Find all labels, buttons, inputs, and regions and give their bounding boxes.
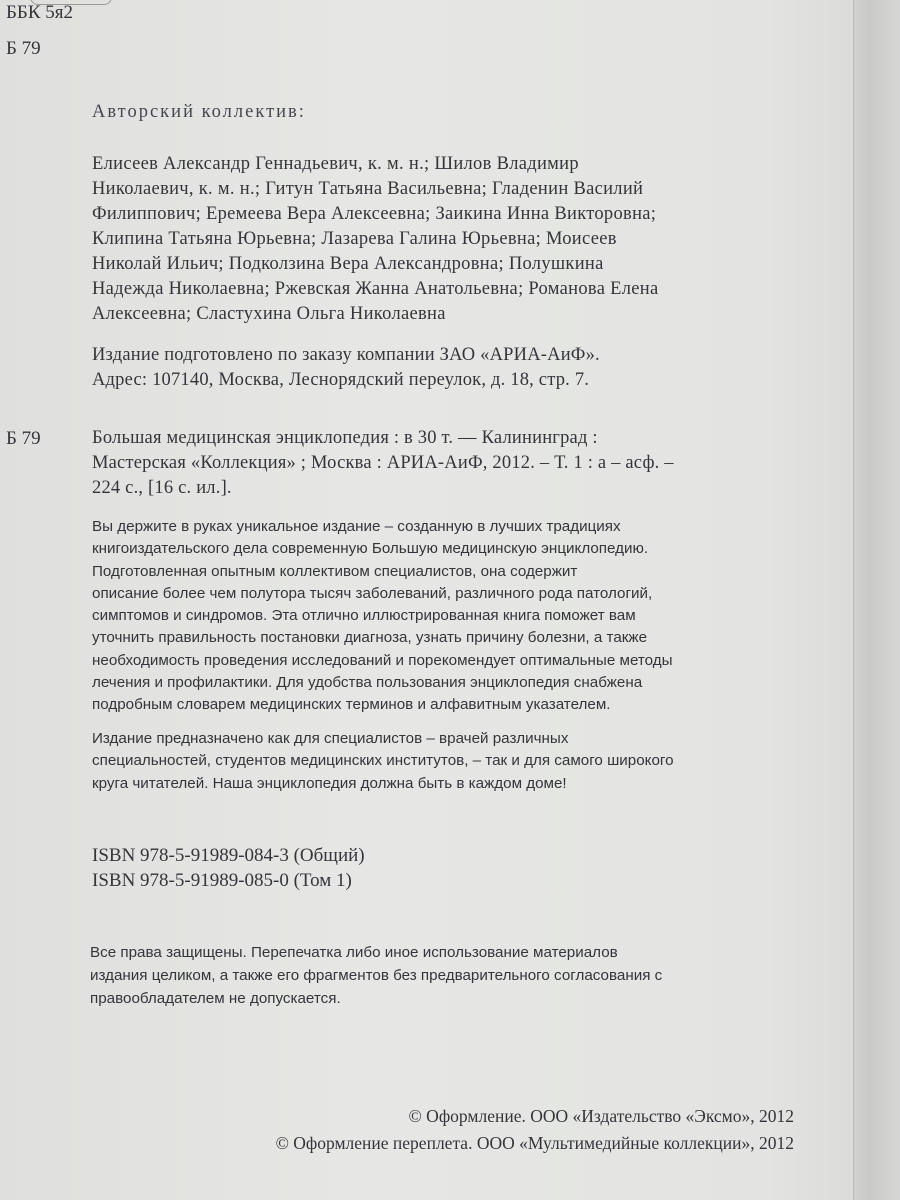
- isbn-block: [92, 843, 365, 893]
- edition-line: Адрес: 107140, Москва, Леснорядский переулок, д. 18, стр. 7.: [92, 370, 590, 390]
- audience-line: специальностей, студентов медицинских институтов, – так и для самого широкого: [92, 752, 674, 770]
- authors-heading: Авторский коллектив:: [92, 102, 306, 122]
- bibliographic-record: [92, 426, 792, 501]
- biblio-line: Большая медицинская энциклопедия : в 30 т. — Калининград :: [92, 428, 598, 448]
- description-line: уточнить правильность постановки диагноза, узнать причину болезни, а также: [92, 629, 648, 647]
- copyright-block: [276, 1103, 794, 1157]
- authors-line: Елисеев Александр Геннадьевич, к. м. н.; Шилов Владимир: [92, 154, 579, 174]
- description-line: Подготовленная опытным коллективом специалистов, она содержит: [92, 562, 578, 580]
- edition-line: Издание подготовлено по заказу компании ЗАО «АРИА-АиФ».: [92, 345, 600, 365]
- isbn-general: ISBN 978-5-91989-084-3 (Общий): [92, 845, 365, 866]
- description-paragraph: [92, 516, 752, 717]
- description-line: подробным словарем медицинских терминов и алфавитным указателем.: [92, 696, 611, 714]
- description-line: описание более чем полутора тысяч заболеваний, различного рода патологий,: [92, 584, 653, 602]
- authors-line: Николай Ильич; Подколзина Вера Александровна; Полушкина: [92, 254, 604, 274]
- rights-line: Все права защищены. Перепечатка либо иное использование материалов: [90, 944, 618, 961]
- description-line: книгоиздательского дела современную Большую медицинскую энциклопедию.: [92, 540, 649, 558]
- description-line: симптомов и синдромов. Эта отлично иллюстрированная книга поможет вам: [92, 607, 636, 625]
- rights-line: правообладателем не допускается.: [90, 990, 341, 1007]
- authors-line: Надежда Николаевна; Ржевская Жанна Анатольевна; Романова Елена: [92, 279, 659, 299]
- authors-line: Николаевич, к. м. н.; Гитун Татьяна Васильевна; Гладенин Василий: [92, 179, 644, 199]
- edition-info: [92, 343, 752, 393]
- description-line: лечения и профилактики. Для удобства пользования энциклопедия снабжена: [92, 674, 643, 692]
- authors-list: [92, 152, 752, 327]
- bbk-index: ББК 5я2: [6, 2, 73, 23]
- page-fold-shadow: [853, 0, 900, 1200]
- copyright-cover: © Оформление переплета. ООО «Мультимедийные коллекции», 2012: [275, 1133, 794, 1153]
- biblio-line: Мастерская «Коллекция» ; Москва : АРИА-АиФ, 2012. – Т. 1 : а – асф. –: [92, 453, 674, 473]
- rights-notice: [90, 941, 770, 1010]
- authors-line: Клипина Татьяна Юрьевна; Лазарева Галина Юрьевна; Моисеев: [92, 229, 617, 249]
- author-mark-top: Б 79: [6, 38, 41, 59]
- description-line: необходимость проведения исследований и порекомендует оптимальные методы: [92, 651, 673, 669]
- audience-line: круга читателей. Наша энциклопедия должна быть в каждом доме!: [92, 774, 567, 792]
- description-line: Вы держите в руках уникальное издание – созданную в лучших традициях: [92, 518, 621, 535]
- copyright-design: © Оформление. ООО «Издательство «Эксмо», 2012: [408, 1106, 794, 1126]
- isbn-volume: ISBN 978-5-91989-085-0 (Том 1): [92, 870, 352, 891]
- authors-line: Филиппович; Еремеева Вера Алексеевна; Заикина Инна Викторовна;: [92, 204, 657, 224]
- biblio-line: 224 с., [16 с. ил.].: [92, 478, 232, 498]
- rights-line: издания целиком, а также его фрагментов без предварительного согласования с: [90, 967, 663, 984]
- author-mark-side: Б 79: [6, 428, 41, 449]
- authors-line: Алексеевна; Сластухина Ольга Николаевна: [92, 304, 446, 324]
- audience-line: Издание предназначено как для специалистов – врачей различных: [92, 730, 569, 747]
- audience-paragraph: [92, 728, 752, 795]
